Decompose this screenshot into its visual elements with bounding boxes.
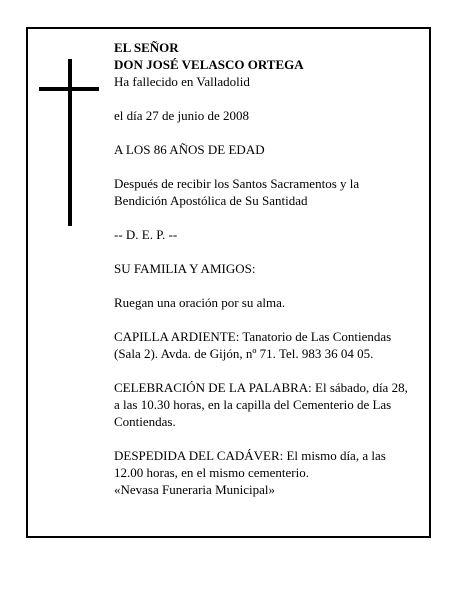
obituary-notice — [26, 27, 431, 538]
celebration-info: CELEBRACIÓN DE LA PALABRA: El sábado, día 28, a las 10.30 horas, en la capilla del Cementerio de Las Contiendas. — [114, 380, 408, 429]
cross-vertical-bar — [68, 59, 72, 226]
cross-horizontal-bar — [39, 87, 99, 91]
death-date: el día 27 de junio de 2008 — [114, 108, 250, 123]
deceased-name: DON JOSÉ VELASCO ORTEGA — [114, 57, 304, 72]
family-line: SU FAMILIA Y AMIGOS: — [114, 261, 256, 276]
title-line-1: EL SEÑOR — [114, 40, 179, 55]
age-line: A LOS 86 AÑOS DE EDAD — [114, 142, 265, 157]
farewell-info: DESPEDIDA DEL CADÁVER: El mismo día, a las 12.00 horas, en el mismo cementerio. — [114, 448, 386, 480]
notice-text — [114, 39, 414, 498]
rip-line: -- D. E. P. -- — [114, 227, 178, 242]
prayer-line: Ruegan una oración por su alma. — [114, 295, 286, 310]
sacraments-line: Después de recibir los Santos Sacramentos y la Bendición Apostólica de Su Santidad — [114, 176, 360, 208]
chapel-info: CAPILLA ARDIENTE: Tanatorio de Las Contiendas (Sala 2). Avda. de Gijón, nº 71. Tel. 983 36 04 05. — [114, 329, 392, 361]
funeral-home: «Nevasa Funeraria Municipal» — [114, 482, 276, 497]
death-place: Ha fallecido en Valladolid — [114, 74, 250, 89]
